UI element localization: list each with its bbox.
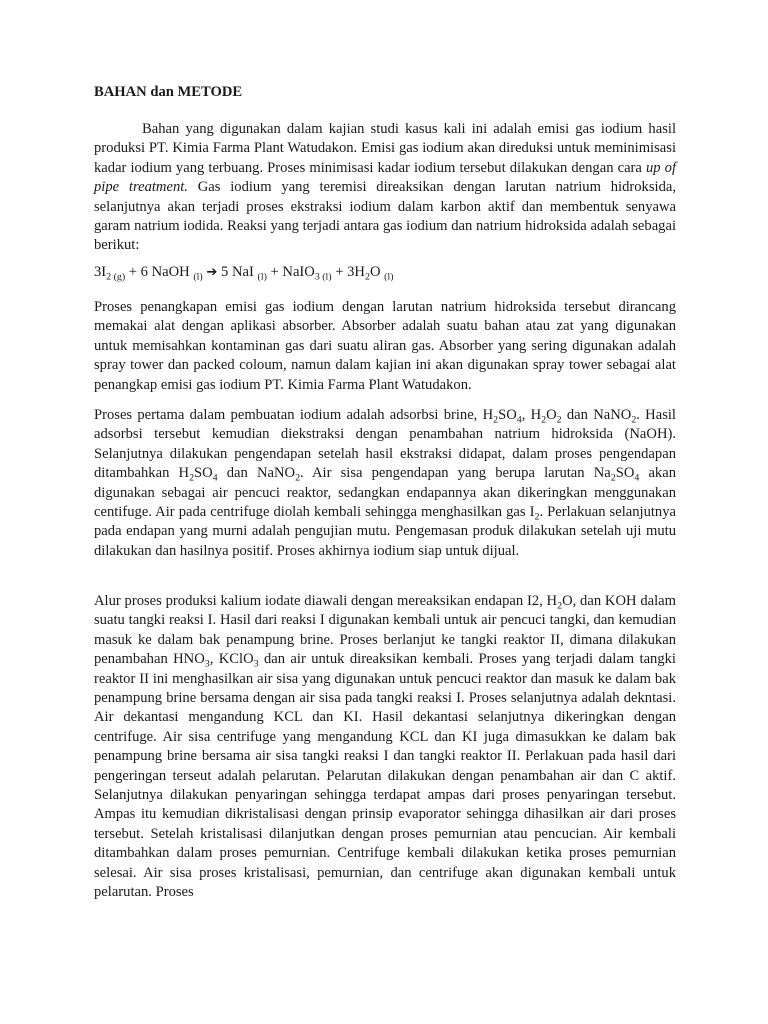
eq-subscript: (l)	[384, 271, 394, 283]
eq-term: + NaIO	[266, 264, 315, 280]
eq-subscript: (l)	[257, 271, 267, 283]
text-run: O, dan KOH dalam suatu tangki reaksi I. Hasil dari reaksi I digunakan kembali untuk air pencuci tangki, dan kemudian masuk ke dalam bak penampung brine. Proses berlanjut ke tangki reaktor II, dimana dilakukan penambahan HNO	[94, 593, 676, 668]
paragraph-potassium-iodate	[94, 592, 676, 903]
text-run: SO	[615, 465, 635, 482]
eq-term: 3I	[94, 264, 107, 280]
subscript: 2	[493, 414, 499, 426]
subscript: 4	[516, 414, 522, 426]
reaction-arrow-icon: ➔	[206, 265, 218, 280]
text-run: SO	[194, 465, 213, 482]
paragraph-absorber: Proses penangkapan emisi gas iodium dengan larutan natrium hidroksida tersebut dirancang memakai alat dengan aplikasi absorber. Absorber adalah suatu bahan atau zat yang digunakan untuk memisahkan kontaminan gas dari suatu aliran gas. Absorber yang sering digunakan adalah spray tower dan packed coloum, namun dalam kajian ini akan digunakan spray tower sebagai alat penangkap emisi gas iodium PT. Kimia Farma Plant Watudakon.	[94, 299, 676, 393]
paragraph-intro-text-2: Gas iodium yang teremisi direaksikan dengan larutan natrium hidroksida, selanjutnya akan terjadi proses ekstraksi iodium dalam karbon aktif dan membentuk senyawa garam natrium iodida. Reaksi yang terjadi antara gas iodium dan natrium hidroksida adalah sebagai berikut:	[94, 179, 677, 254]
subscript: 2	[295, 472, 301, 484]
subscript: 2	[541, 414, 547, 426]
text-run: , H	[521, 407, 542, 423]
paragraph-intro-italic: up of pipe treatment.	[94, 159, 676, 196]
text-run: dan NaNO	[561, 407, 632, 423]
text-run: dan air untuk direaksikan kembali. Proses yang terjadi dalam tangki reaktor II ini menghasilkan air sisa yang digunakan untuk pencuci reaktor dan masuk ke dalam bak penampung brine bersama dengan air sisa pada tangki reaksi I. Proses selanjutnya adalah dekntasi. Air dekantasi mengandung KCL dan KI. Hasil dekantasi selanjutnya dikeringkan dengan centrifuge. Air sisa centrifuge yang mengandung KCL dan KI juga dimasukkan ke dalam bak penampung brine bersama air sisa tangki reaksi I dan tangki reaktor II. Perlakuan pada hasil dari pengeringan terseut adalah pelarutan. Pelarutan dilakukan dengan penambahan air dan C aktif. Selanjutnya dilakukan penyaringan sehingga terdapat ampas dari proses penyaringan tersebut. Ampas itu kemudian dikristalisasi dengan prinsip evaporator sehingga dihasilkan air dari proses tersebut. Setelah kristalisasi dilanjutkan dengan proses pemurnian atau pencucian. Air kembali ditambahkan dalam proses pemurnian. Centrifuge kembali dilakukan ketika proses pemurnian selesai. Air sisa proses kristalisasi, pemurnian, dan centrifuge akan digunakan kembali untuk pelarutan. Proses	[94, 651, 676, 901]
subscript: 2	[534, 511, 540, 523]
subscript: 4	[212, 472, 218, 484]
eq-term: + 6 NaOH	[125, 264, 194, 280]
text-run: akan digunakan sebagai air pencuci reaktor, sedangkan endapannya akan dikeringkan menggunakan centifuge. Air pada centrifuge diolah kembali sehingga menghasilkan gas I	[94, 465, 676, 521]
subscript: 2	[557, 600, 563, 612]
eq-subscript: 2	[364, 271, 370, 283]
text-run: . Air sisa pengendapan yang berupa larutan Na	[300, 465, 611, 482]
eq-subscript: 2 (g)	[106, 271, 126, 283]
paragraph-intro-text-1: Bahan yang digunakan dalam kajian studi kasus kali ini adalah emisi gas iodium hasil produksi PT. Kimia Farma Plant Watudakon. Emisi gas iodium akan direduksi untuk meminimisasi kadar iodium yang terbuang. Proses minimisasi kadar iodium tersebut dilakukan dengan cara	[94, 121, 676, 176]
text-run: Proses pertama dalam pembuatan iodium adalah adsorbsi brine, H	[94, 407, 494, 423]
eq-term: 5 NaI	[217, 264, 258, 280]
text-run: . Hasil adsorbsi tersebut kemudian diekstraksi dengan penambahan natrium hidroksida (NaOH). Selanjutnya dilakukan pengendapan setelah hasil ekstraksi didapat, dalam proses pengendapan ditambahkan H	[94, 407, 676, 482]
text-run: SO	[498, 407, 517, 423]
reaction-equation	[94, 263, 394, 282]
subscript: 2	[610, 472, 616, 484]
paragraph-iodine-process	[94, 406, 676, 561]
subscript: 3	[204, 658, 210, 670]
text-run: O	[546, 407, 557, 423]
subscript: 2	[556, 414, 562, 426]
subscript: 3	[253, 658, 259, 670]
subscript: 2	[631, 414, 637, 426]
eq-subscript: (l)	[193, 271, 203, 283]
subscript: 4	[634, 472, 640, 484]
text-run: , KClO	[209, 651, 254, 668]
section-heading: BAHAN dan METODE	[94, 84, 243, 100]
text-run: . Perlakuan selanjutnya pada endapan yang murni adalah pengujian mutu. Pengemasan produk dilakukan setelah uji mutu dilakukan dan hasilnya positif. Proses akhirnya iodium siap untuk dijual.	[94, 504, 677, 559]
text-run: Alur proses produksi kalium iodate diawali dengan mereaksikan endapan I2, H	[94, 593, 558, 609]
subscript: 2	[189, 472, 195, 484]
eq-term: + 3H	[331, 264, 365, 280]
paragraph-intro	[94, 120, 676, 256]
eq-term: O	[369, 264, 385, 280]
text-run: dan NaNO	[217, 465, 296, 482]
eq-subscript: 3 (l)	[314, 271, 332, 283]
